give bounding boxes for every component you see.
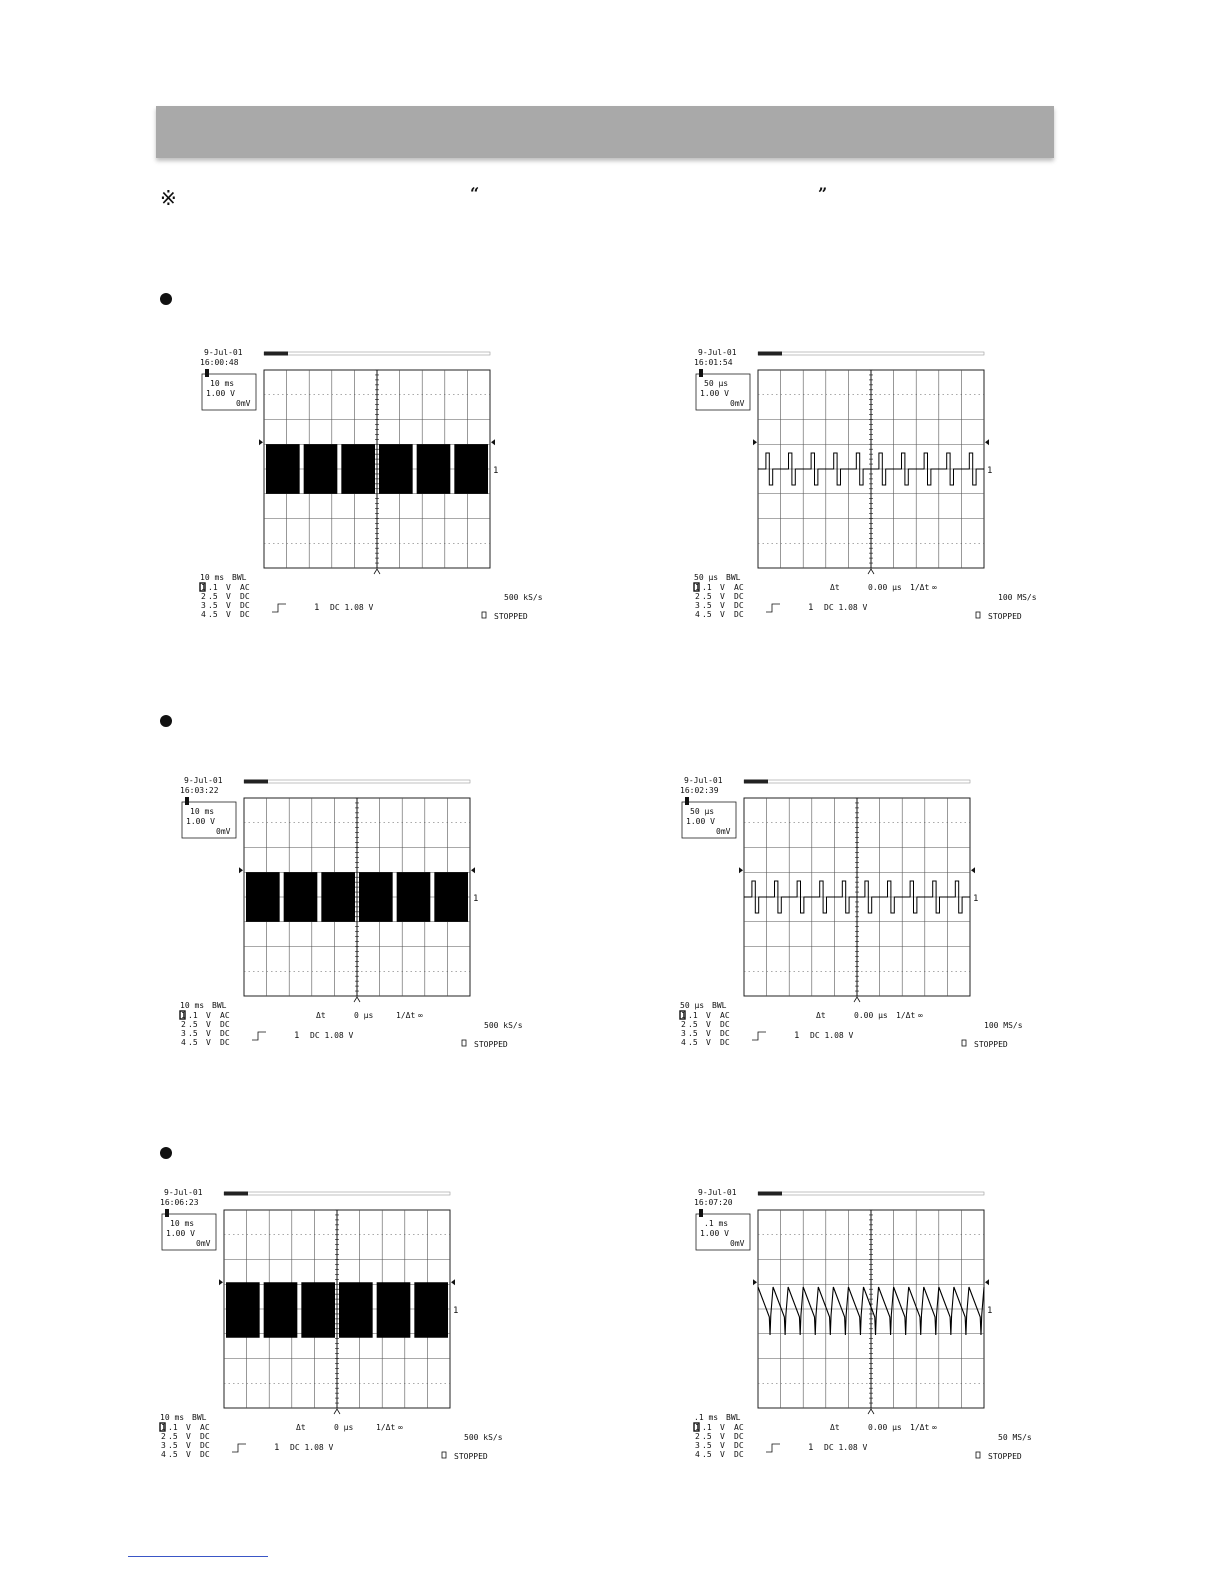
level-marker-right-icon — [451, 1279, 455, 1285]
level-marker-right-icon — [971, 867, 975, 873]
settings-offset: 0mV — [730, 1239, 745, 1248]
trigger-arrow-icon — [354, 997, 360, 1002]
trigger-level: DC 1.08 V — [810, 1031, 854, 1040]
sample-rate: 100 MS/s — [998, 593, 1037, 602]
open-quote: “ — [470, 184, 480, 203]
channel-number: 4 — [695, 610, 700, 619]
channel-scale: .5 — [702, 1432, 712, 1441]
signal-burst — [379, 444, 413, 494]
note-mark: ※ — [160, 186, 177, 210]
channel-unit: V — [186, 1450, 191, 1459]
signal-burst — [304, 444, 338, 494]
channel-scale: .1 — [208, 583, 218, 592]
acquisition-status: STOPPED — [988, 1452, 1022, 1461]
signal-burst — [359, 872, 393, 922]
channel-scale: .5 — [688, 1029, 698, 1038]
acquisition-status: STOPPED — [988, 612, 1022, 621]
bwl-label: BWL — [726, 1413, 741, 1422]
channel-unit: V — [720, 1432, 725, 1441]
channel-scale: .1 — [688, 1011, 698, 1020]
channel-1-marker: 1 — [473, 894, 479, 904]
bullet-2 — [160, 715, 172, 727]
trigger-level: DC 1.08 V — [824, 603, 868, 612]
bwl-label: BWL — [726, 573, 741, 582]
channel-number: 2 — [161, 1432, 166, 1441]
signal-burst — [434, 872, 468, 922]
bottom-timebase: .1 ms — [694, 1413, 719, 1422]
channel-coupling: DC — [734, 592, 744, 601]
scope-svg — [676, 774, 1036, 1054]
acquisition-bar — [758, 352, 984, 355]
channel-scale: .5 — [702, 601, 712, 610]
channel-coupling: AC — [734, 1423, 744, 1432]
level-marker-left-icon — [753, 439, 757, 445]
channel-scale: .1 — [702, 583, 712, 592]
sample-rate: 100 MS/s — [984, 1021, 1023, 1030]
channel-coupling: AC — [220, 1011, 230, 1020]
channel-coupling: DC — [720, 1038, 730, 1047]
channel-number: 2 — [695, 1432, 700, 1441]
signal-burst — [341, 444, 375, 494]
acquisition-bar — [244, 780, 470, 783]
channel-scale: .5 — [208, 601, 218, 610]
channel-scale: .5 — [188, 1020, 198, 1029]
acquisition-status: STOPPED — [494, 612, 528, 621]
acquisition-bar-fill — [264, 352, 288, 356]
trigger-arrow-icon — [868, 569, 874, 574]
inverse-delta-label: 1/Δt — [376, 1423, 396, 1432]
footer-link-line — [128, 1556, 268, 1557]
settings-volts: 1.00 V — [700, 389, 729, 398]
channel-1-marker: 1 — [453, 1306, 459, 1316]
channel-number: 3 — [695, 601, 700, 610]
level-marker-left-icon — [219, 1279, 223, 1285]
channel-unit: V — [720, 1423, 725, 1432]
sample-rate: 50 MS/s — [998, 1433, 1032, 1442]
channel-coupling: AC — [720, 1011, 730, 1020]
bullet-3 — [160, 1147, 172, 1159]
scope-time: 16:00:48 — [200, 358, 239, 367]
signal-burst — [417, 444, 451, 494]
bwl-label: BWL — [212, 1001, 227, 1010]
scope-time: 16:07:20 — [694, 1198, 733, 1207]
trigger-edge-icon — [766, 604, 780, 612]
oscilloscope-capture-4 — [676, 774, 1036, 1054]
oscilloscope-capture-1 — [196, 346, 556, 626]
channel-coupling: DC — [200, 1450, 210, 1459]
trigger-edge-icon — [252, 1032, 266, 1040]
stop-icon — [462, 1040, 466, 1046]
channel-unit: V — [226, 592, 231, 601]
settings-volts: 1.00 V — [206, 389, 235, 398]
signal-burst — [397, 872, 431, 922]
settings-timebase: 50 µs — [690, 807, 715, 816]
channel-unit: V — [186, 1423, 191, 1432]
inverse-delta-value: ∞ — [398, 1423, 403, 1432]
delta-t-value: 0 µs — [334, 1423, 354, 1432]
settings-volts: 1.00 V — [686, 817, 715, 826]
delta-t-label: Δt — [816, 1011, 826, 1020]
channel-number: 2 — [181, 1020, 186, 1029]
settings-volts: 1.00 V — [186, 817, 215, 826]
channel-marker-icon — [699, 369, 703, 377]
channel-coupling: DC — [220, 1038, 230, 1047]
bottom-timebase: 10 ms — [160, 1413, 185, 1422]
trigger-arrow-icon — [334, 1409, 340, 1414]
scope-date: 9-Jul-01 — [204, 348, 243, 357]
scope-time: 16:02:39 — [680, 786, 719, 795]
channel-coupling: DC — [200, 1441, 210, 1450]
delta-t-value: 0.00 µs — [868, 1423, 902, 1432]
settings-offset: 0mV — [716, 827, 731, 836]
settings-timebase: 10 ms — [210, 379, 235, 388]
channel-scale: .5 — [702, 592, 712, 601]
acquisition-bar-fill — [744, 780, 768, 784]
signal-burst — [226, 1282, 260, 1338]
delta-t-value: 0.00 µs — [854, 1011, 888, 1020]
channel-number: 2 — [201, 592, 206, 601]
channel-scale: .5 — [702, 1450, 712, 1459]
bullet-1 — [160, 293, 172, 305]
acquisition-bar — [224, 1192, 450, 1195]
stop-icon — [976, 612, 980, 618]
scope-date: 9-Jul-01 — [698, 1188, 737, 1197]
signal-burst — [301, 1282, 335, 1338]
level-marker-left-icon — [259, 439, 263, 445]
channel-number: 1 — [201, 583, 206, 592]
acquisition-status: STOPPED — [974, 1040, 1008, 1049]
channel-coupling: DC — [240, 601, 250, 610]
delta-t-label: Δt — [830, 583, 840, 592]
oscilloscope-capture-5 — [156, 1186, 516, 1466]
scope-date: 9-Jul-01 — [184, 776, 223, 785]
channel-coupling: DC — [734, 1432, 744, 1441]
trigger-arrow-icon — [854, 997, 860, 1002]
channel-coupling: DC — [240, 610, 250, 619]
acquisition-bar — [744, 780, 970, 783]
channel-coupling: DC — [220, 1029, 230, 1038]
settings-offset: 0mV — [236, 399, 251, 408]
channel-scale: .5 — [168, 1432, 178, 1441]
acquisition-bar-fill — [758, 352, 782, 356]
scope-svg — [690, 1186, 1050, 1466]
channel-1-marker: 1 — [987, 466, 993, 476]
oscilloscope-capture-6 — [690, 1186, 1050, 1466]
section-header-bar — [156, 106, 1054, 158]
signal-burst — [246, 872, 280, 922]
delta-t-label: Δt — [296, 1423, 306, 1432]
inverse-delta-label: 1/Δt — [910, 1423, 930, 1432]
channel-coupling: DC — [220, 1020, 230, 1029]
trigger-channel: 1 — [808, 603, 814, 613]
signal-burst — [454, 444, 488, 494]
inverse-delta-label: 1/Δt — [910, 583, 930, 592]
channel-marker-icon — [699, 1209, 703, 1217]
channel-number: 3 — [695, 1441, 700, 1450]
signal-burst — [264, 1282, 298, 1338]
channel-number: 4 — [161, 1450, 166, 1459]
channel-number: 4 — [695, 1450, 700, 1459]
stop-icon — [442, 1452, 446, 1458]
stop-icon — [976, 1452, 980, 1458]
channel-marker-icon — [685, 797, 689, 805]
bwl-label: BWL — [232, 573, 247, 582]
channel-marker-icon — [185, 797, 189, 805]
channel-1-marker: 1 — [987, 1306, 993, 1316]
channel-coupling: AC — [240, 583, 250, 592]
trigger-edge-icon — [272, 604, 286, 612]
scope-svg — [690, 346, 1050, 626]
scope-time: 16:01:54 — [694, 358, 733, 367]
channel-number: 4 — [201, 610, 206, 619]
trigger-level: DC 1.08 V — [330, 603, 374, 612]
channel-scale: .5 — [702, 610, 712, 619]
channel-1-marker: 1 — [493, 466, 499, 476]
channel-unit: V — [720, 592, 725, 601]
level-marker-left-icon — [753, 1279, 757, 1285]
channel-unit: V — [706, 1011, 711, 1020]
bottom-timebase: 50 µs — [694, 573, 719, 582]
channel-marker-icon — [205, 369, 209, 377]
channel-scale: .5 — [702, 1441, 712, 1450]
channel-scale: .5 — [188, 1029, 198, 1038]
settings-timebase: 10 ms — [190, 807, 215, 816]
inverse-delta-label: 1/Δt — [396, 1011, 416, 1020]
settings-volts: 1.00 V — [166, 1229, 195, 1238]
delta-t-label: Δt — [830, 1423, 840, 1432]
channel-number: 2 — [695, 592, 700, 601]
channel-unit: V — [720, 1450, 725, 1459]
channel-unit: V — [706, 1020, 711, 1029]
trigger-channel: 1 — [808, 1443, 814, 1453]
settings-timebase: 50 µs — [704, 379, 729, 388]
channel-coupling: DC — [720, 1029, 730, 1038]
acquisition-bar-fill — [224, 1192, 248, 1196]
channel-scale: .1 — [188, 1011, 198, 1020]
trigger-level: DC 1.08 V — [310, 1031, 354, 1040]
channel-number: 1 — [695, 583, 700, 592]
bwl-label: BWL — [712, 1001, 727, 1010]
channel-coupling: DC — [734, 601, 744, 610]
signal-burst — [321, 872, 355, 922]
trigger-edge-icon — [232, 1444, 246, 1452]
settings-timebase: 10 ms — [170, 1219, 195, 1228]
trigger-level: DC 1.08 V — [824, 1443, 868, 1452]
channel-scale: .5 — [208, 610, 218, 619]
close-quote: ” — [818, 184, 828, 203]
channel-scale: .5 — [188, 1038, 198, 1047]
sample-rate: 500 kS/s — [464, 1433, 503, 1442]
scope-svg — [156, 1186, 516, 1466]
channel-scale: .5 — [688, 1020, 698, 1029]
channel-coupling: DC — [734, 610, 744, 619]
channel-number: 3 — [181, 1029, 186, 1038]
channel-coupling: AC — [200, 1423, 210, 1432]
channel-unit: V — [226, 583, 231, 592]
channel-unit: V — [720, 1441, 725, 1450]
channel-number: 3 — [161, 1441, 166, 1450]
level-marker-left-icon — [739, 867, 743, 873]
trigger-level: DC 1.08 V — [290, 1443, 334, 1452]
scope-date: 9-Jul-01 — [164, 1188, 203, 1197]
channel-number: 2 — [681, 1020, 686, 1029]
channel-number: 1 — [181, 1011, 186, 1020]
channel-number: 3 — [681, 1029, 686, 1038]
scope-time: 16:06:23 — [160, 1198, 199, 1207]
trigger-arrow-icon — [374, 569, 380, 574]
oscilloscope-capture-3 — [176, 774, 536, 1054]
trigger-edge-icon — [766, 1444, 780, 1452]
settings-timebase: .1 ms — [704, 1219, 729, 1228]
acquisition-bar — [264, 352, 490, 355]
channel-unit: V — [186, 1441, 191, 1450]
channel-coupling: AC — [734, 583, 744, 592]
stop-icon — [962, 1040, 966, 1046]
acquisition-status: STOPPED — [454, 1452, 488, 1461]
inverse-delta-value: ∞ — [932, 1423, 937, 1432]
bottom-timebase: 10 ms — [200, 573, 225, 582]
channel-unit: V — [206, 1029, 211, 1038]
channel-unit: V — [226, 610, 231, 619]
inverse-delta-value: ∞ — [918, 1011, 923, 1020]
channel-number: 3 — [201, 601, 206, 610]
settings-offset: 0mV — [196, 1239, 211, 1248]
channel-unit: V — [206, 1011, 211, 1020]
channel-1-marker: 1 — [973, 894, 979, 904]
channel-number: 1 — [681, 1011, 686, 1020]
channel-coupling: DC — [734, 1450, 744, 1459]
channel-coupling: DC — [240, 592, 250, 601]
channel-coupling: DC — [200, 1432, 210, 1441]
channel-scale: .5 — [168, 1441, 178, 1450]
signal-burst — [339, 1282, 373, 1338]
scope-date: 9-Jul-01 — [698, 348, 737, 357]
channel-unit: V — [206, 1038, 211, 1047]
signal-burst — [284, 872, 318, 922]
channel-unit: V — [720, 583, 725, 592]
level-marker-right-icon — [491, 439, 495, 445]
acquisition-bar-fill — [758, 1192, 782, 1196]
trigger-channel: 1 — [794, 1031, 800, 1041]
level-marker-right-icon — [985, 439, 989, 445]
bottom-timebase: 50 µs — [680, 1001, 705, 1010]
channel-coupling: DC — [720, 1020, 730, 1029]
channel-scale: .5 — [688, 1038, 698, 1047]
bwl-label: BWL — [192, 1413, 207, 1422]
stop-icon — [482, 612, 486, 618]
channel-unit: V — [206, 1020, 211, 1029]
scope-time: 16:03:22 — [180, 786, 219, 795]
channel-number: 1 — [695, 1423, 700, 1432]
signal-burst — [377, 1282, 411, 1338]
channel-unit: V — [706, 1038, 711, 1047]
trigger-edge-icon — [752, 1032, 766, 1040]
level-marker-left-icon — [239, 867, 243, 873]
settings-offset: 0mV — [216, 827, 231, 836]
settings-offset: 0mV — [730, 399, 745, 408]
channel-unit: V — [720, 610, 725, 619]
signal-burst — [414, 1282, 448, 1338]
channel-unit: V — [706, 1029, 711, 1038]
bottom-timebase: 10 ms — [180, 1001, 205, 1010]
trigger-channel: 1 — [274, 1443, 280, 1453]
channel-scale: .5 — [208, 592, 218, 601]
channel-number: 4 — [181, 1038, 186, 1047]
acquisition-status: STOPPED — [474, 1040, 508, 1049]
inverse-delta-value: ∞ — [932, 583, 937, 592]
delta-t-value: 0 µs — [354, 1011, 374, 1020]
level-marker-right-icon — [471, 867, 475, 873]
channel-number: 1 — [161, 1423, 166, 1432]
inverse-delta-value: ∞ — [418, 1011, 423, 1020]
trigger-arrow-icon — [868, 1409, 874, 1414]
channel-unit: V — [226, 601, 231, 610]
oscilloscope-capture-2 — [690, 346, 1050, 626]
sample-rate: 500 kS/s — [484, 1021, 523, 1030]
scope-svg — [196, 346, 556, 626]
inverse-delta-label: 1/Δt — [896, 1011, 916, 1020]
channel-marker-icon — [165, 1209, 169, 1217]
channel-scale: .1 — [702, 1423, 712, 1432]
trigger-channel: 1 — [314, 603, 320, 613]
acquisition-bar-fill — [244, 780, 268, 784]
level-marker-right-icon — [985, 1279, 989, 1285]
channel-coupling: DC — [734, 1441, 744, 1450]
delta-t-label: Δt — [316, 1011, 326, 1020]
settings-volts: 1.00 V — [700, 1229, 729, 1238]
channel-scale: .1 — [168, 1423, 178, 1432]
trigger-channel: 1 — [294, 1031, 300, 1041]
channel-number: 4 — [681, 1038, 686, 1047]
channel-unit: V — [186, 1432, 191, 1441]
acquisition-bar — [758, 1192, 984, 1195]
sample-rate: 500 kS/s — [504, 593, 543, 602]
scope-date: 9-Jul-01 — [684, 776, 723, 785]
signal-burst — [266, 444, 300, 494]
channel-scale: .5 — [168, 1450, 178, 1459]
delta-t-value: 0.00 µs — [868, 583, 902, 592]
scope-svg — [176, 774, 536, 1054]
channel-unit: V — [720, 601, 725, 610]
